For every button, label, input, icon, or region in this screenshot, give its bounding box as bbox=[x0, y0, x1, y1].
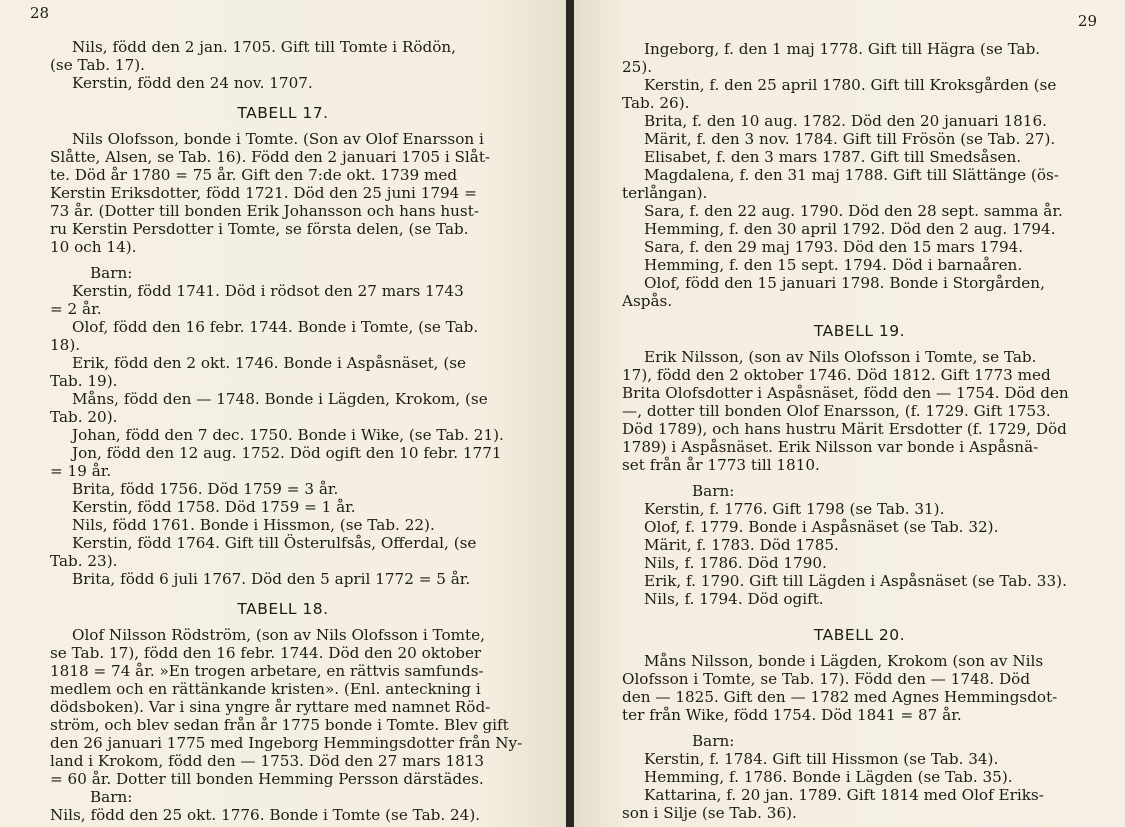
barn-label: Barn: bbox=[90, 788, 133, 806]
text-line: Slåtte, Alsen, se Tab. 16). Född den 2 januari 1705 i Slåt- bbox=[50, 148, 491, 166]
text-line: = 19 år. bbox=[50, 462, 112, 480]
table-paragraph bbox=[622, 652, 1097, 724]
text-line: Erik, född den 2 okt. 1746. Bonde i Aspåsnäset, (se bbox=[72, 354, 467, 372]
text-line: son i Silje (se Tab. 36). bbox=[622, 804, 797, 822]
text-line: Hemming, f. den 15 sept. 1794. Död i barnaåren. bbox=[644, 256, 1023, 274]
text-line: 25). bbox=[622, 58, 653, 76]
children-list bbox=[50, 282, 516, 588]
left-intro bbox=[50, 38, 516, 92]
text-line: se Tab. 17), född den 16 febr. 1744. Död den 20 oktober bbox=[50, 644, 482, 662]
text-line: Sara, f. den 22 aug. 1790. Död den 28 sept. samma år. bbox=[644, 202, 1063, 220]
text-line: Tab. 19). bbox=[50, 372, 118, 390]
text-line: Kerstin, född 1741. Död i rödsot den 27 mars 1743 bbox=[72, 282, 464, 300]
text-line: 1789) i Aspåsnäset. Erik Nilsson var bonde i Aspåsnä- bbox=[622, 438, 1039, 456]
text-line: Olof Nilsson Rödström, (son av Nils Olofsson i Tomte, bbox=[72, 626, 485, 644]
text-line: Märit, f. 1783. Död 1785. bbox=[644, 536, 839, 554]
right-intro bbox=[622, 40, 1097, 310]
text-line: Olof, född den 15 januari 1798. Bonde i Storgården, bbox=[644, 274, 1045, 292]
text-line: Nils, f. 1786. Död 1790. bbox=[644, 554, 827, 572]
text-line: den 26 januari 1775 med Ingeborg Hemmingsdotter från Ny- bbox=[50, 734, 523, 752]
text-line: Erik Nilsson, (son av Nils Olofsson i Tomte, se Tab. bbox=[644, 348, 1037, 366]
text-line: Kerstin, f. den 25 april 1780. Gift till Kroksgården (se bbox=[644, 76, 1057, 94]
text-line: Magdalena, f. den 31 maj 1788. Gift till Slättänge (ös- bbox=[644, 166, 1059, 184]
text-line: Tab. 23). bbox=[50, 552, 118, 570]
text-line: terlångan). bbox=[622, 184, 708, 202]
text-line: Död 1789), och hans hustru Märit Ersdotter (f. 1729, Död bbox=[622, 420, 1067, 438]
text-line: Sara, f. den 29 maj 1793. Död den 15 mars 1794. bbox=[644, 238, 1024, 256]
text-line: Märit, f. den 3 nov. 1784. Gift till Frösön (se Tab. 27). bbox=[644, 130, 1056, 148]
page-number: 29 bbox=[1077, 12, 1097, 30]
text-line: Olofsson i Tomte, se Tab. 17). Född den — 1748. Död bbox=[622, 670, 1031, 688]
text-line: Tab. 20). bbox=[50, 408, 118, 426]
text-line: Olof, f. 1779. Bonde i Aspåsnäset (se Tab. 32). bbox=[644, 518, 999, 536]
text-line: set från år 1773 till 1810. bbox=[622, 456, 820, 474]
table-paragraph bbox=[50, 130, 516, 256]
table-heading: TABELL 20. bbox=[813, 626, 906, 644]
table-paragraph bbox=[622, 348, 1097, 474]
text-line: = 2 år. bbox=[50, 300, 102, 318]
table-paragraph bbox=[50, 626, 523, 788]
table-heading: TABELL 19. bbox=[813, 322, 906, 340]
text-line: te. Död år 1780 = 75 år. Gift den 7:de okt. 1739 med bbox=[50, 166, 458, 184]
text-line: ter från Wike, född 1754. Död 1841 = 87 år. bbox=[622, 706, 962, 724]
text-line: Kerstin, f. 1784. Gift till Hissmon (se Tab. 34). bbox=[644, 750, 999, 768]
barn-label: Barn: bbox=[90, 264, 133, 282]
text-line: —, dotter till bonden Olof Enarsson, (f. 1729. Gift 1753. bbox=[622, 402, 1051, 420]
text-line: 10 och 14). bbox=[50, 238, 137, 256]
text-line: Kattarina, f. 20 jan. 1789. Gift 1814 med Olof Eriks- bbox=[644, 786, 1044, 804]
text-line: Jon, född den 12 aug. 1752. Död ogift den 10 febr. 1771 bbox=[72, 444, 502, 462]
text-line: Kerstin Eriksdotter, född 1721. Död den 25 juni 1794 = bbox=[50, 184, 477, 202]
text-line: Hemming, f. 1786. Bonde i Lägden (se Tab. 35). bbox=[644, 768, 1013, 786]
text-line: Nils, född den 25 okt. 1776. Bonde i Tomte (se Tab. 24). bbox=[50, 806, 481, 824]
text-line: Måns, född den — 1748. Bonde i Lägden, Krokom, (se bbox=[72, 390, 488, 408]
text-line: (se Tab. 17). bbox=[50, 56, 145, 74]
text-line: dödsboken). Var i sina yngre år ryttare med namnet Röd- bbox=[50, 698, 491, 716]
text-line: Kerstin, född 1764. Gift till Österulfsås, Offerdal, (se bbox=[72, 534, 477, 552]
text-line: ström, och blev sedan från år 1775 bonde i Tomte. Blev gift bbox=[50, 716, 509, 734]
text-line: Måns Nilsson, bonde i Lägden, Krokom (son av Nils bbox=[644, 652, 1044, 670]
text-line: land i Krokom, född den — 1753. Död den 27 mars 1813 bbox=[50, 752, 485, 770]
page-number: 28 bbox=[30, 4, 50, 22]
text-line: Kerstin, född den 24 nov. 1707. bbox=[72, 74, 313, 92]
barn-label: Barn: bbox=[692, 482, 735, 500]
text-line: Kerstin, f. 1776. Gift 1798 (se Tab. 31). bbox=[644, 500, 945, 518]
text-line: Olof, född den 16 febr. 1744. Bonde i Tomte, (se Tab. bbox=[72, 318, 479, 336]
barn-label: Barn: bbox=[692, 732, 735, 750]
text-line: ru Kerstin Persdotter i Tomte, se första delen, (se Tab. bbox=[50, 220, 469, 238]
text-line: = 60 år. Dotter till bonden Hemming Persson därstädes. bbox=[50, 770, 484, 788]
text-line: Brita Olofsdotter i Aspåsnäset, född den — 1754. Död den bbox=[622, 384, 1069, 402]
text-line: Aspås. bbox=[622, 292, 673, 310]
table-heading: TABELL 18. bbox=[237, 600, 329, 618]
text-line: Elisabet, f. den 3 mars 1787. Gift till Smedsåsen. bbox=[644, 148, 1022, 166]
text-line: 1818 = 74 år. »En trogen arbetare, en rättvis samfunds- bbox=[50, 662, 484, 680]
children-list bbox=[622, 750, 1097, 822]
text-line: den — 1825. Gift den — 1782 med Agnes Hemmingsdot- bbox=[622, 688, 1058, 706]
text-line: Nils, f. 1794. Död ogift. bbox=[644, 590, 824, 608]
text-line: Kerstin, född 1758. Död 1759 = 1 år. bbox=[72, 498, 356, 516]
children-list bbox=[50, 806, 516, 824]
text-line: 17), född den 2 oktober 1746. Död 1812. Gift 1773 med bbox=[622, 366, 1051, 384]
text-line: Tab. 26). bbox=[622, 94, 690, 112]
text-line: Nils, född 1761. Bonde i Hissmon, (se Tab. 22). bbox=[72, 516, 435, 534]
text-line: Brita, född 6 juli 1767. Död den 5 april 1772 = 5 år. bbox=[72, 570, 471, 588]
book-gutter bbox=[566, 0, 574, 827]
text-line: Hemming, f. den 30 april 1792. Död den 2 aug. 1794. bbox=[644, 220, 1056, 238]
table-heading: TABELL 17. bbox=[237, 104, 329, 122]
right-page bbox=[574, 0, 1125, 827]
children-list bbox=[622, 500, 1097, 608]
text-line: Brita, född 1756. Död 1759 = 3 år. bbox=[72, 480, 339, 498]
text-line: medlem och en rättänkande kristen». (Enl. anteckning i bbox=[50, 680, 481, 698]
text-line: Brita, f. den 10 aug. 1782. Död den 20 januari 1816. bbox=[644, 112, 1047, 130]
text-line: 73 år. (Dotter till bonden Erik Johansson och hans hust- bbox=[50, 202, 479, 220]
text-line: Nils, född den 2 jan. 1705. Gift till Tomte i Rödön, bbox=[72, 38, 457, 56]
text-line: Nils Olofsson, bonde i Tomte. (Son av Olof Enarsson i bbox=[72, 130, 484, 148]
text-line: Johan, född den 7 dec. 1750. Bonde i Wike, (se Tab. 21). bbox=[72, 426, 504, 444]
text-line: 18). bbox=[50, 336, 81, 354]
text-line: Ingeborg, f. den 1 maj 1778. Gift till Hägra (se Tab. bbox=[644, 40, 1041, 58]
text-line: Erik, f. 1790. Gift till Lägden i Aspåsnäset (se Tab. 33). bbox=[644, 572, 1067, 590]
